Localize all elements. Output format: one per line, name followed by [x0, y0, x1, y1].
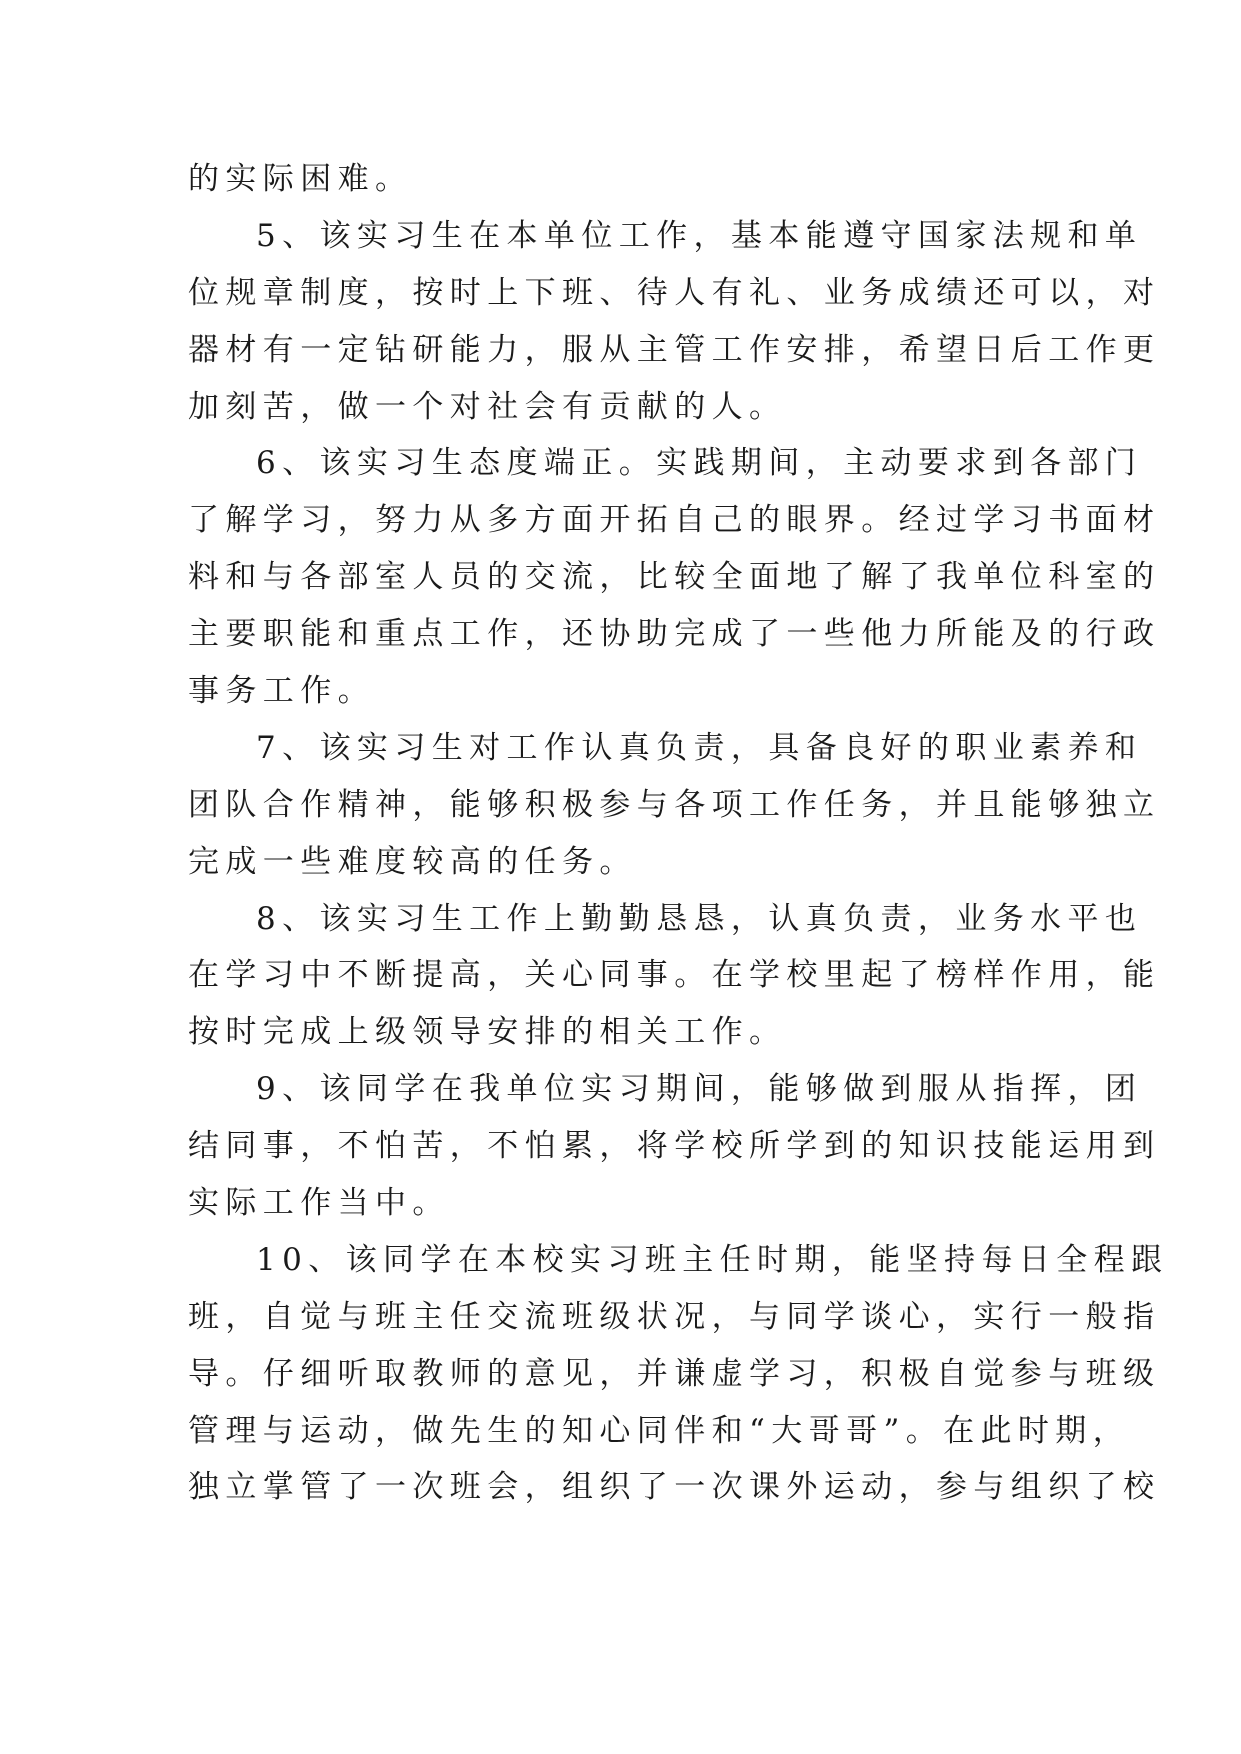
text-line-11: 7、该实习生对工作认真负责，具备良好的职业素养和: [256, 729, 1143, 766]
text-line-2: 5、该实习生在本单位工作，基本能遵守国家法规和单: [256, 217, 1143, 254]
text-line-8: 料和与各部室人员的交流，比较全面地了解了我单位科室的: [188, 559, 1161, 596]
text-line-5: 加刻苦，做一个对社会有贡献的人。: [188, 388, 787, 425]
text-line-23: 管理与运动，做先生的知心同伴和“大哥哥”。在此时期，: [188, 1412, 1131, 1449]
text-line-9: 主要职能和重点工作，还协助完成了一些他力所能及的行政: [188, 616, 1161, 653]
text-line-14: 8、该实习生工作上勤勤恳恳，认真负责，业务水平也: [256, 900, 1143, 937]
text-line-20: 10、该同学在本校实习班主任时期，能坚持每日全程跟: [256, 1241, 1169, 1278]
text-line-12: 团队合作精神，能够积极参与各项工作任务，并且能够独立: [188, 786, 1161, 823]
text-line-13: 完成一些难度较高的任务。: [188, 843, 637, 880]
body-text: [188, 151, 1169, 1516]
text-line-6: 6、该实习生态度端正。实践期间，主动要求到各部门: [256, 445, 1143, 482]
text-line-7: 了解学习，努力从多方面开拓自己的眼界。经过学习书面材: [188, 502, 1161, 539]
text-line-24: 独立掌管了一次班会，组织了一次课外运动，参与组织了校: [188, 1469, 1161, 1506]
text-line-16: 按时完成上级领导安排的相关工作。: [188, 1014, 787, 1051]
text-line-15: 在学习中不断提高，关心同事。在学校里起了榜样作用，能: [188, 957, 1161, 994]
text-line-3: 位规章制度，按时上下班、待人有礼、业务成绩还可以，对: [188, 274, 1161, 311]
text-line-18: 结同事，不怕苦，不怕累，将学校所学到的知识技能运用到: [188, 1128, 1161, 1165]
text-line-22: 导。仔细听取教师的意见，并谦虚学习，积极自觉参与班级: [188, 1355, 1161, 1392]
text-line-4: 器材有一定钻研能力，服从主管工作安排，希望日后工作更: [188, 331, 1161, 368]
text-line-19: 实际工作当中。: [188, 1185, 450, 1222]
text-line-1: 的实际困难。: [188, 161, 413, 197]
text-line-17: 9、该同学在我单位实习期间，能够做到服从指挥，团: [256, 1071, 1143, 1108]
text-line-21: 班，自觉与班主任交流班级状况，与同学谈心，实行一般指: [188, 1298, 1161, 1335]
text-line-10: 事务工作。: [188, 673, 375, 710]
